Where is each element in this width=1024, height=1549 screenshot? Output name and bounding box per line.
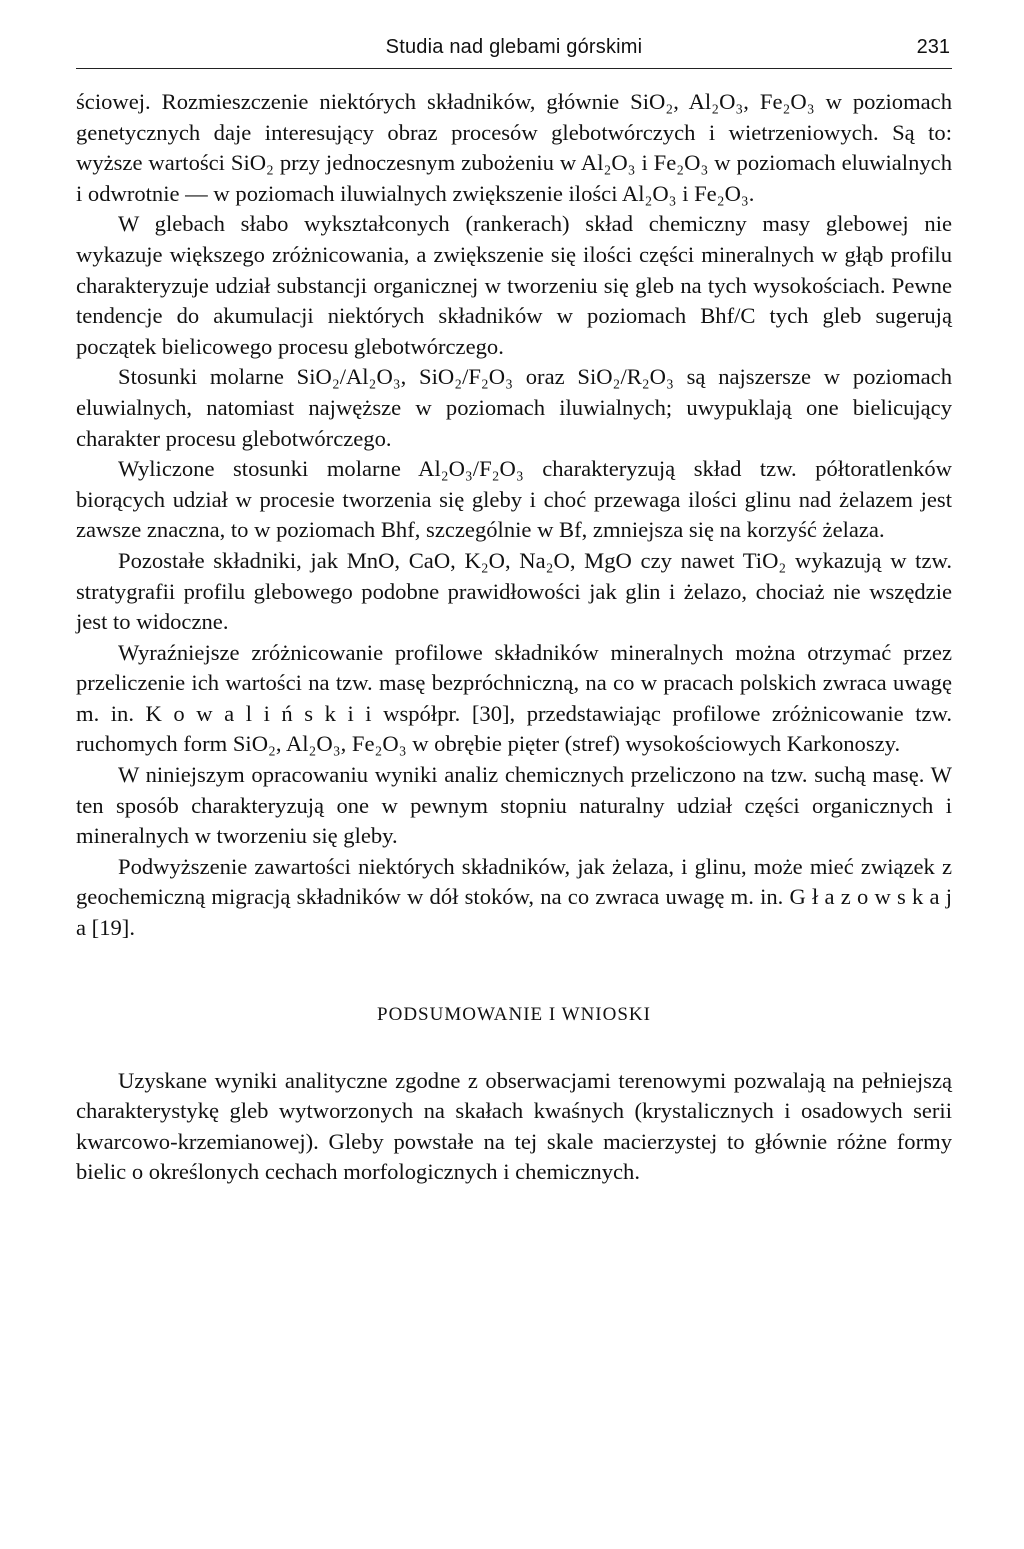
paragraph: W niniejszym opracowaniu wyniki analiz chemicznych przeliczono na tzw. suchą masę. W ten sposób charakteryzują one w pewnym stopniu naturalny udział części organicznych i mineralnych w tworzeniu się gleby. xyxy=(76,762,952,849)
paragraph: Stosunki molarne SiO₂/Al₂O₃, SiO₂/F₂O₃ oraz SiO₂/R₂O₃ są najszersze w poziomach eluwialnych, natomiast najwęższe w poziomach iluwialnych; uwypuklają one bielicujący charakter procesu glebotwórczego. xyxy=(76,364,952,451)
page-number: 231 xyxy=(916,36,950,58)
section-heading: PODSUMOWANIE I WNIOSKI xyxy=(377,1003,651,1025)
paragraph: Wyliczone stosunki molarne Al₂O₃/F₂O₃ charakteryzują skład tzw. półtoratlenków biorących udział w procesie tworzenia się gleby i choć przewaga ilości glinu nad żelazem jest zawsze znaczna, to w poziomach Bhf, szczególnie w Bf, zmniejsza się na korzyść żelaza. xyxy=(76,456,952,543)
running-title: Studia nad glebami górskimi xyxy=(385,36,643,58)
running-header xyxy=(76,30,952,69)
paragraph: W glebach słabo wykształconych (rankerach) skład chemiczny masy glebowej nie wykazuje większego zróżnicowania, a zwiększenie się ilości części mineralnych w głąb profilu charakteryzuje udział substancji organicznej w tworzeniu się gleb na tych wysokościach. Pewne tendencje do akumulacji niektórych składników w poziomach Bhf/C tych gleb sugerują początek bielicowego procesu glebotwórczego. xyxy=(76,211,952,359)
paragraph: Podwyższenie zawartości niektórych składników, jak żelaza, i glinu, może mieć związek z geochemiczną migracją składników w dół stoków, na co zwraca uwagę m. in. G ł a z o w s k a j a [19]. xyxy=(76,853,952,941)
paragraph: Wyraźniejsze zróżnicowanie profilowe składników mineralnych można otrzymać przez przeliczenie ich wartości na tzw. masę bezpróchniczną, na co w pracach polskich zwraca uwagę m. in. K o w a l i ń s k i i współpr. [30], przedstawiając profilowe zróżnicowanie tzw. ruchomych form SiO₂, Al₂O₃, Fe₂O₃ w obrębie pięter (stref) wysokościowych Karkonoszy. xyxy=(76,639,952,757)
main-text xyxy=(76,87,952,1188)
paragraph-continued: ściowej. Rozmieszczenie niektórych składników, głównie SiO₂, Al₂O₃, Fe₂O₃ w poziomach genetycznych daje interesujący obraz procesów glebotwórczych i wietrzeniowych. Są to: wyższe wartości SiO₂ przy jednoczesnym zubożeniu w Al₂O₃ i Fe₂O₃ w poziomach eluwialnych i odwrotnie — w poziomach iluwialnych zwiększenie ilości Al₂O₃ i Fe₂O₃. xyxy=(76,89,952,206)
paragraph: Pozostałe składniki, jak MnO, CaO, K₂O, Na₂O, MgO czy nawet TiO₂ wykazują w tzw. stratygrafii profilu glebowego podobne prawidłowości jak glin i żelazo, chociaż nie wszędzie jest to widoczne. xyxy=(76,547,952,635)
summary-paragraph: Uzyskane wyniki analityczne zgodne z obserwacjami terenowymi pozwalają na pełniejszą charakterystykę gleb wytworzonych na skałach kwaśnych (krystalicznych i osadowych serii kwarcowo-krzemianowej). Gleby powstałe na tej skale macierzystej to głównie różne formy bielic o określonych cechach morfologicznych i chemicznych. xyxy=(76,1067,952,1185)
